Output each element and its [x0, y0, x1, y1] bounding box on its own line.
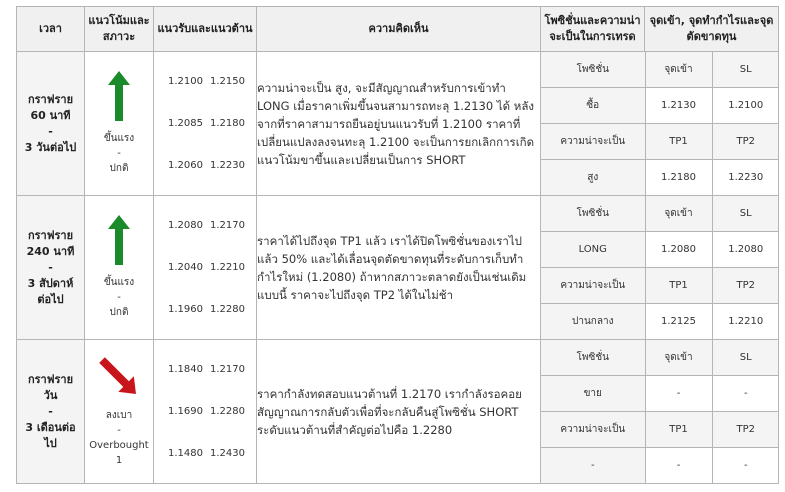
support-value: 1.2060 — [168, 160, 203, 171]
header-levels: แนวรับและแนวต้าน — [154, 7, 257, 52]
period-line: 3 วันต่อไป — [24, 140, 77, 154]
period-line: - — [48, 124, 53, 138]
resistance-value: 1.2230 — [210, 160, 245, 171]
position-value: TP2 — [712, 412, 779, 448]
position-value: 1.2125 — [645, 304, 712, 340]
trend-line: ขึ้นแรง — [103, 133, 135, 144]
trend-line: ปกติ — [109, 163, 129, 174]
period-line: ไป — [44, 436, 57, 450]
header-row — [17, 7, 779, 52]
position-row — [541, 304, 779, 340]
resistance-value: 1.2180 — [210, 118, 245, 129]
header-targets: จุดเข้า, จุดทำกำไรและจุดตัดขาดทุน — [645, 7, 779, 52]
position-row — [541, 88, 779, 124]
trend-line: - — [117, 292, 121, 303]
period-line: กราฟราย — [27, 372, 74, 386]
comment-cell: ราคากำลังทดสอบแนวต้านที่ 1.2170 เรากำลังรอคอยสัญญาณการกลับตัวเพื่อที่จะกลับคืนสู่โพซิชั่น SHORT ระดับแนวต้านที่สำคัญต่อไปคือ 1.2280 — [257, 340, 541, 484]
position-label: ปานกลาง — [541, 304, 645, 340]
position-value: - — [712, 376, 779, 412]
position-value: TP2 — [712, 124, 779, 160]
position-row — [541, 268, 779, 304]
resistance-value: 1.2210 — [210, 262, 245, 273]
table-row — [17, 196, 779, 340]
position-row — [541, 232, 779, 268]
table-row — [17, 52, 779, 196]
level-pair — [154, 145, 256, 187]
support-value: 1.1690 — [168, 406, 203, 417]
period-line: ต่อไป — [37, 292, 64, 306]
position-value: จุดเข้า — [645, 52, 712, 88]
position-row — [541, 376, 779, 412]
position-row — [541, 52, 779, 88]
level-pair — [154, 103, 256, 145]
position-cell — [541, 340, 779, 484]
down-arrow-icon — [98, 356, 140, 398]
trend-cell — [85, 52, 154, 196]
header-period: เวลา — [17, 7, 85, 52]
level-pair — [154, 391, 256, 433]
position-label: ความน่าจะเป็น — [541, 412, 645, 448]
period-line: 3 สัปดาห์ — [27, 276, 74, 290]
position-label: โพซิชั่น — [541, 52, 645, 88]
position-row — [541, 196, 779, 232]
position-value: - — [645, 448, 712, 484]
position-value: 1.2080 — [645, 232, 712, 268]
support-value: 1.1480 — [168, 448, 203, 459]
period-line: - — [48, 404, 53, 418]
comment-cell: ความน่าจะเป็น สูง, จะมีสัญญาณสำหรับการเข้าทำ LONG เมื่อราคาเพิ่มขึ้นจนสามารถทะลุ 1.2130 ได้ หลังจากที่ราคาสามารถยืนอยู่บนแนวรับที่ 1.2100 ราคาที่เปลี่ยนแปลงลงจนทะลุ 1.2100 จะเป็นการยกเลิกการเกิดแนวโน้มขาขึ้นและเปลี่ยนเป็นการ SHORT — [257, 52, 541, 196]
level-pair — [154, 289, 256, 331]
position-table — [541, 52, 779, 195]
position-row — [541, 340, 779, 376]
level-pair — [154, 205, 256, 247]
position-value: - — [712, 448, 779, 484]
position-label: - — [541, 448, 645, 484]
position-value: จุดเข้า — [645, 196, 712, 232]
resistance-value: 1.2280 — [210, 406, 245, 417]
level-pair — [154, 61, 256, 103]
period-line: กราฟราย — [27, 228, 74, 242]
support-value: 1.1960 — [168, 304, 203, 315]
level-pair — [154, 349, 256, 391]
trend-line: - — [117, 424, 121, 436]
levels-cell — [154, 340, 257, 484]
position-label: ความน่าจะเป็น — [541, 268, 645, 304]
position-row — [541, 160, 779, 196]
period-line: 240 นาที — [26, 244, 75, 258]
position-value: จุดเข้า — [645, 340, 712, 376]
level-pair — [154, 247, 256, 289]
trend-line: ขึ้นแรง — [103, 277, 135, 288]
period-line: 3 เดือนต่อ — [25, 420, 76, 434]
trend-cell — [85, 196, 154, 340]
header-position: โพซิชั่นและความน่าจะเป็นในการเทรด — [541, 7, 645, 52]
period-cell — [17, 52, 85, 196]
level-pair — [154, 433, 256, 475]
resistance-value: 1.2170 — [210, 220, 245, 231]
position-table — [541, 196, 779, 339]
position-row — [541, 412, 779, 448]
position-label: ขาย — [541, 376, 645, 412]
up-arrow-icon — [107, 215, 131, 265]
period-line: - — [48, 260, 53, 274]
position-value: TP1 — [645, 124, 712, 160]
period-cell — [17, 340, 85, 484]
trend-line: ปกติ — [109, 307, 129, 318]
support-value: 1.1840 — [168, 364, 203, 375]
position-value: 1.2210 — [712, 304, 779, 340]
position-label: ซื้อ — [541, 88, 645, 124]
period-cell — [17, 196, 85, 340]
header-trend: แนวโน้มและสภาวะ — [85, 7, 154, 52]
position-row — [541, 448, 779, 484]
position-value: 1.2230 — [712, 160, 779, 196]
position-label: โพซิชั่น — [541, 196, 645, 232]
position-value: SL — [712, 196, 779, 232]
support-value: 1.2085 — [168, 118, 203, 129]
period-line: กราฟราย — [27, 92, 74, 106]
period-line: วัน — [43, 388, 58, 402]
position-table — [541, 340, 779, 483]
trend-line: Overbought 1 — [89, 439, 149, 466]
support-value: 1.2040 — [168, 262, 203, 273]
position-value: TP2 — [712, 268, 779, 304]
header-comment: ความคิดเห็น — [257, 7, 541, 52]
position-label: ความน่าจะเป็น — [541, 124, 645, 160]
up-arrow-icon — [107, 71, 131, 121]
position-value: 1.2080 — [712, 232, 779, 268]
position-value: TP1 — [645, 268, 712, 304]
position-cell — [541, 196, 779, 340]
trend-line: ลงเบา — [105, 409, 133, 421]
position-value: 1.2130 — [645, 88, 712, 124]
position-value: - — [645, 376, 712, 412]
support-value: 1.2080 — [168, 220, 203, 231]
position-value: SL — [712, 52, 779, 88]
resistance-value: 1.2170 — [210, 364, 245, 375]
position-label: LONG — [541, 232, 645, 268]
comment-cell: ราคาได้ไปถึงจุด TP1 แล้ว เราได้ปิดโพซิชั่นของเราไปแล้ว 50% และได้เลื่อนจุดตัดขาดทุนที่ระดับการเก็บทำกำไรใหม่ (1.2080) ถ้าหากสภาวะตลาดยังเป็นเช่นเดิมแบบนี้ ราคาจะไปถึงจุด TP2 ได้ในไม่ช้า — [257, 196, 541, 340]
position-value: 1.2180 — [645, 160, 712, 196]
period-line: 60 นาที — [30, 108, 71, 122]
resistance-value: 1.2430 — [210, 448, 245, 459]
position-value: 1.2100 — [712, 88, 779, 124]
position-value: TP1 — [645, 412, 712, 448]
position-value: SL — [712, 340, 779, 376]
resistance-value: 1.2280 — [210, 304, 245, 315]
position-cell — [541, 52, 779, 196]
table-row — [17, 340, 779, 484]
levels-cell — [154, 52, 257, 196]
position-row — [541, 124, 779, 160]
trend-line: - — [117, 148, 121, 159]
levels-cell — [154, 196, 257, 340]
resistance-value: 1.2150 — [210, 76, 245, 87]
position-label: โพซิชั่น — [541, 340, 645, 376]
trend-cell — [85, 340, 154, 484]
position-label: สูง — [541, 160, 645, 196]
analysis-table — [16, 6, 779, 484]
support-value: 1.2100 — [168, 76, 203, 87]
